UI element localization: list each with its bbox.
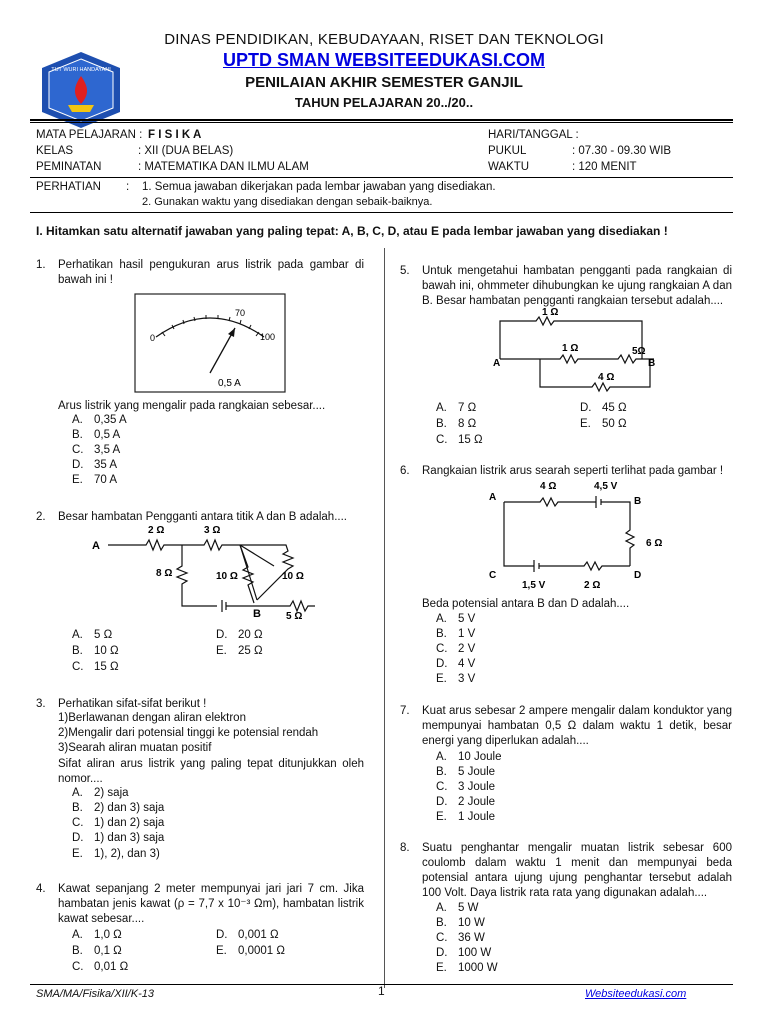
info-rule	[30, 177, 733, 178]
waktu-value: : 120 MENIT	[572, 161, 637, 173]
q7-option-c[interactable]: C. 3 Joule	[436, 781, 496, 793]
q3-point-1: 1)Berlawanan dengan aliran elektron	[58, 712, 246, 724]
question-text: Kuat arus sebesar 2 ampere mengalir dalam konduktor yang mempunyai hambatan 0,5 Ω dalam waktu 1 detik, besar energi yang diperlukan adalah....	[422, 705, 732, 747]
q2-option-e[interactable]: E. 25 Ω	[216, 645, 263, 657]
q6-option-e[interactable]: E. 3 V	[436, 673, 476, 685]
footer-website-link[interactable]: Websiteedukasi.com	[585, 988, 687, 1000]
resistor-label: 5Ω	[632, 346, 646, 357]
q4-option-e[interactable]: E. 0,0001 Ω	[216, 945, 285, 957]
resistor-label: 1 Ω	[542, 307, 559, 318]
node-a-label: A	[92, 540, 100, 552]
perhatian-item-1: 1. Semua jawaban dikerjakan pada lembar jawaban yang disediakan.	[142, 181, 496, 193]
q4-option-a[interactable]: A. 1,0 Ω	[72, 929, 122, 941]
question-6-stem: Beda potensial antara B dan D adalah....	[422, 598, 630, 610]
q3-option-e[interactable]: E. 1), 2), dan 3)	[72, 848, 160, 860]
page-number: 1	[378, 984, 385, 998]
question-text: Perhatikan hasil pengukuran arus listrik pada gambar di bawah ini !	[58, 259, 364, 286]
q8-option-d[interactable]: D. 100 W	[436, 947, 492, 959]
resistor-label: 1 Ω	[562, 343, 579, 354]
q3-option-c[interactable]: C. 1) dan 2) saja	[72, 817, 165, 829]
header-agency: DINAS PENDIDIKAN, KEBUDAYAAN, RISET DAN TEKNOLOGI	[164, 31, 604, 48]
circuit-q2	[90, 518, 320, 622]
column-divider	[384, 248, 385, 988]
q2-option-c[interactable]: C. 15 Ω	[72, 661, 119, 673]
q1-option-e[interactable]: E. 70 A	[72, 474, 118, 486]
q6-option-c[interactable]: C. 2 V	[436, 643, 476, 655]
q4-option-b[interactable]: B. 0,1 Ω	[72, 945, 122, 957]
circuit-q5	[490, 303, 690, 393]
q6-option-b[interactable]: B. 1 V	[436, 628, 476, 640]
resistor-label: 10 Ω	[282, 571, 304, 582]
q3-option-b[interactable]: B. 2) dan 3) saja	[72, 802, 165, 814]
q7-option-b[interactable]: B. 5 Joule	[436, 766, 496, 778]
q2-option-a[interactable]: A. 5 Ω	[72, 629, 113, 641]
resistor-label: 6 Ω	[646, 538, 663, 549]
peminatan-value: : MATEMATIKA DAN ILMU ALAM	[138, 161, 309, 173]
q2-option-b[interactable]: B. 10 Ω	[72, 645, 119, 657]
logo-text: TUT WURI HANDAYANI	[51, 67, 111, 73]
q6-option-a[interactable]: A. 5 V	[436, 613, 476, 625]
q1-option-b[interactable]: B. 0,5 A	[72, 429, 121, 441]
question-text: Perhatikan sifat-sifat berikut !	[58, 698, 207, 710]
question-4	[36, 882, 366, 928]
ammeter-figure	[134, 293, 286, 393]
question-number: 7.	[400, 705, 410, 717]
question-number: 4.	[36, 883, 46, 895]
q4-option-d[interactable]: D. 0,001 Ω	[216, 929, 279, 941]
q8-option-e[interactable]: E. 1000 W	[436, 962, 498, 974]
resistor-label: 8 Ω	[156, 568, 173, 579]
q8-option-b[interactable]: B. 10 W	[436, 917, 485, 929]
q7-option-a[interactable]: A. 10 Joule	[436, 751, 502, 763]
pukul-value: : 07.30 - 09.30 WIB	[572, 145, 672, 157]
q5-option-b[interactable]: B. 8 Ω	[436, 418, 477, 430]
node-a-label: A	[489, 492, 497, 503]
question-number: 5.	[400, 265, 410, 277]
question-3	[36, 697, 366, 713]
q1-option-d[interactable]: D. 35 A	[72, 459, 118, 471]
question-7	[400, 704, 732, 750]
meter-mid-label: 70	[235, 308, 246, 318]
q3-point-2: 2)Mengalir dari potensial tinggi ke potensial rendah	[58, 727, 319, 739]
question-text: Rangkaian listrik arus searah seperti terlihat pada gambar !	[422, 465, 724, 477]
hari-label: HARI/TANGGAL :	[488, 129, 579, 141]
question-number: 6.	[400, 465, 410, 477]
pukul-label: PUKUL	[488, 145, 527, 157]
resistor-label: 3 Ω	[204, 525, 221, 536]
question-number: 1.	[36, 259, 46, 271]
header-school[interactable]: UPTD SMAN WEBSITEEDUKASI.COM	[222, 50, 545, 70]
q1-option-c[interactable]: C. 3,5 A	[72, 444, 121, 456]
q5-option-c[interactable]: C. 15 Ω	[436, 434, 483, 446]
q2-option-d[interactable]: D. 20 Ω	[216, 629, 263, 641]
q8-option-c[interactable]: C. 36 W	[436, 932, 485, 944]
q6-option-d[interactable]: D. 4 V	[436, 658, 476, 670]
resistor-label: 4 Ω	[540, 481, 557, 492]
node-c-label: C	[489, 570, 497, 581]
question-number: 8.	[400, 842, 410, 854]
question-1-stem: Arus listrik yang mengalir pada rangkaian sebesar....	[58, 400, 326, 412]
node-b-label: B	[648, 358, 656, 369]
question-text: Kawat sepanjang 2 meter mempunyai jari jari 7 cm. Jika hambatan jenis kawat (ρ = 7,7 x 10⁻³ Ωm), hambatan listrik kawat sebesar....	[58, 883, 364, 925]
resistor-label: 5 Ω	[286, 611, 303, 622]
question-text: Untuk mengetahui hambatan pengganti pada rangkaian di bawah ini, ohmmeter dihubungkan ke ujung rangkaian A dan B. Besar hambatan pengganti rangkaian tersebut adalah....	[422, 265, 732, 307]
peminatan-label: PEMINATAN	[36, 161, 102, 173]
q3-option-a[interactable]: A. 2) saja	[72, 787, 129, 799]
battery-label: 1,5 V	[522, 580, 546, 591]
header-year: TAHUN PELAJARAN 20../20..	[294, 95, 474, 110]
footer-code: SMA/MA/Fisika/XII/K-13	[36, 988, 154, 1000]
perhatian-item-2: 2. Gunakan waktu yang disediakan dengan sebaik-baiknya.	[142, 196, 433, 208]
section-title: I. Hitamkan satu alternatif jawaban yang paling tepat: A, B, C, D, atau E pada lembar jawaban yang disediakan !	[36, 224, 668, 238]
resistor-label: 2 Ω	[148, 525, 165, 536]
question-text: Suatu penghantar mengalir muatan listrik sebesar 600 coulomb dalam waktu 1 menit dan mempunyai beda potensial antara ujung ujung penghantar tersebut adalah 100 Volt. Daya listrik rata rata yang digunakan adalah....	[422, 842, 732, 899]
q7-option-d[interactable]: D. 2 Joule	[436, 796, 496, 808]
q4-option-c[interactable]: C. 0,01 Ω	[72, 961, 129, 973]
header-rule-thin	[30, 122, 733, 123]
question-text: Besar hambatan Pengganti antara titik A dan B adalah....	[58, 511, 347, 523]
q3-point-3: 3)Searah aliran muatan positif	[58, 742, 212, 754]
meter-range-label: 0,5 A	[218, 378, 241, 389]
question-8	[400, 841, 732, 901]
mapel-value: F I S I K A	[148, 129, 202, 141]
perhatian-label: PERHATIAN	[36, 181, 101, 193]
q5-option-d[interactable]: D. 45 Ω	[580, 402, 627, 414]
resistor-label: 2 Ω	[584, 580, 601, 591]
kelas-label: KELAS	[36, 145, 74, 157]
node-a-label: A	[493, 358, 501, 369]
waktu-label: WAKTU	[488, 161, 530, 173]
meter-min-label: 0	[150, 333, 156, 343]
battery-label: 4,5 V	[594, 481, 618, 492]
question-3-stem: Sifat aliran arus listrik yang paling tepat ditunjukkan oleh nomor....	[58, 758, 364, 785]
circuit-q6	[484, 476, 684, 592]
node-d-label: D	[634, 570, 642, 581]
meter-max-label: 100	[260, 332, 276, 342]
resistor-label: 4 Ω	[598, 372, 615, 383]
q3-option-d[interactable]: D. 1) dan 3) saja	[72, 832, 165, 844]
question-number: 3.	[36, 698, 46, 710]
kelas-value: : XII (DUA BELAS)	[138, 145, 234, 157]
q5-option-e[interactable]: E. 50 Ω	[580, 418, 627, 430]
header-exam-title: PENILAIAN AKHIR SEMESTER GANJIL	[245, 74, 523, 91]
mapel-label: MATA PELAJARAN :	[36, 129, 143, 141]
header-rule	[30, 119, 733, 121]
q1-option-a[interactable]: A. 0,35 A	[72, 414, 127, 426]
resistor-label: 10 Ω	[216, 571, 238, 582]
question-number: 2.	[36, 511, 46, 523]
q8-option-a[interactable]: A. 5 W	[436, 902, 479, 914]
q5-option-a[interactable]: A. 7 Ω	[436, 402, 477, 414]
node-b-label: B	[634, 496, 642, 507]
node-b-label: B	[253, 608, 261, 620]
question-1	[36, 258, 366, 290]
q7-option-e[interactable]: E. 1 Joule	[436, 811, 496, 823]
perhatian-rule	[30, 212, 733, 213]
perhatian-colon: :	[126, 181, 130, 193]
